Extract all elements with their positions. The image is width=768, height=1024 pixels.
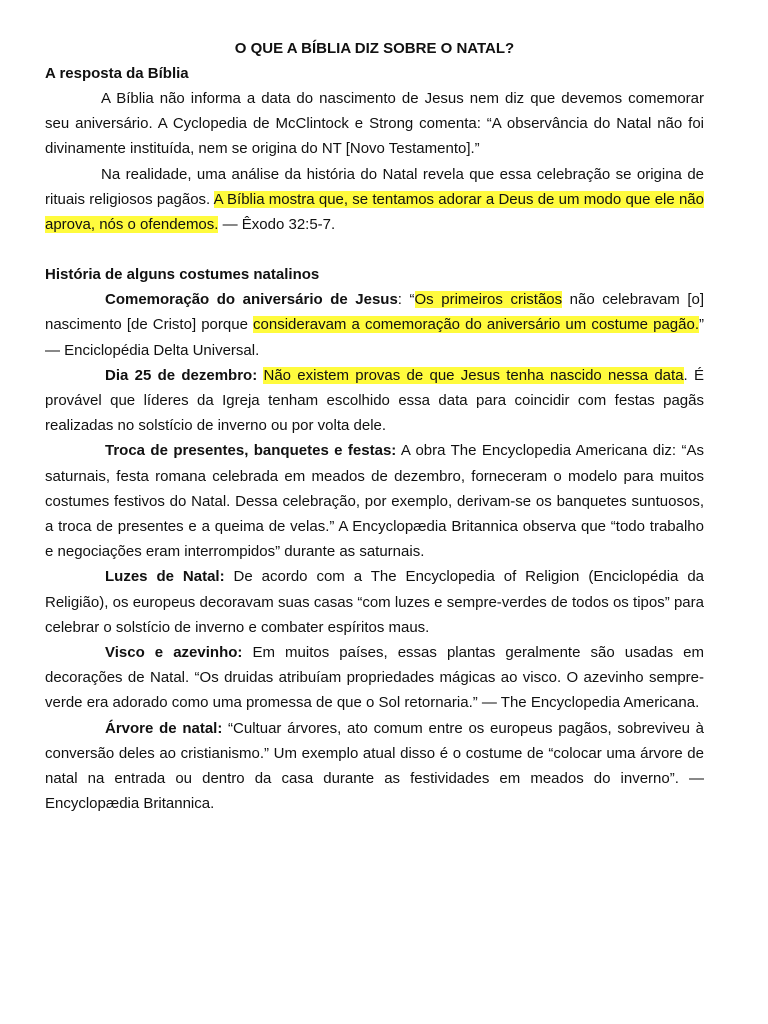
custom-mistletoe-holly — [45, 640, 704, 716]
custom-birthday — [45, 287, 704, 363]
paragraph-pagan-origin — [45, 162, 704, 238]
custom-mistletoe-holly-label: Visco e azevinho: — [105, 644, 243, 662]
page-title: O QUE A BÍBLIA DIZ SOBRE O NATAL? — [234, 40, 515, 57]
highlight-pagan-custom: consideravam a comemoração do aniversário um costume pagão. — [253, 316, 699, 334]
custom-gifts-feasts-label: Troca de presentes, banquetes e festas: — [105, 442, 397, 460]
custom-christmas-tree — [45, 716, 704, 817]
custom-mistletoe-holly-text: Em muitos países, essas plantas geralmente são usadas em decorações de Natal. “Os druidas atribuíam propriedades mágicas ao visco. O azevinho sempre-verde era adorado como uma promessa de que o Sol retornaria.” — The Encyclopedia Americana. — [45, 644, 704, 712]
custom-december-25-label: Dia 25 de dezembro: — [105, 366, 258, 384]
custom-december-25-text: . É provável que líderes da Igreja tenham escolhido essa data para coincidir com festas pagãs realizadas no solstício de inverno ou por volta dele. — [45, 366, 704, 435]
custom-lights-label: Luzes de Natal: — [105, 568, 225, 586]
custom-christmas-tree-text: “Cultuar árvores, ato comum entre os europeus pagãos, sobreviveu à conversão deles ao cristianismo.” Um exemplo atual disso é o costume de “colocar uma árvore de natal na entrada ou dentro da casa durante as festividades em meados do inverno”. — Encyclopædia Britannica. — [45, 719, 705, 813]
custom-gifts-feasts-text: A obra The Encyclopedia Americana diz: “As saturnais, festa romana celebrada em meados de dezembro, forneceram o modelo para muitos costumes festivos do Natal. Dessa celebração, por exemplo, derivam-se os banquetes suntuosos, a troca de presentes e a queima de velas.” A Encyclopædia Britannica observa que “todo trabalho e negociações eram interrompidos” durante as saturnais. — [45, 442, 704, 561]
section-heading-answer: A resposta da Bíblia — [45, 65, 189, 82]
spacer — [45, 237, 704, 262]
exodus-reference: — Êxodo 32:5-7. — [222, 216, 336, 234]
paragraph-pagan-origin-text: Na realidade, uma análise da história do Natal revela que essa celebração se origina de rituais religiosos pagãos. — [45, 165, 704, 208]
highlight-bible-offend: A Bíblia mostra que, se tentamos adorar a Deus de um modo que ele não aprova, nós o ofendemos. — [45, 190, 704, 234]
paragraph-intro-text: A Bíblia não informa a data do nascimento de Jesus nem diz que devemos comemorar seu aniversário. A Cyclopedia de McClintock e Strong comenta: “A observância do Natal não foi divinamente instituída, nem se origina do NT [Novo Testamento].” — [45, 90, 704, 158]
custom-lights — [45, 564, 704, 640]
highlight-first-christians: Os primeiros cristãos — [414, 291, 563, 309]
custom-christmas-tree-label: Árvore de natal: — [105, 719, 223, 737]
paragraph-intro — [45, 86, 704, 162]
custom-birthday-label: Comemoração do aniversário de Jesus — [105, 291, 398, 309]
custom-birthday-sep: : “ — [397, 291, 415, 309]
custom-birthday-text: não celebravam [o] nascimento [de Cristo] porque — [45, 291, 705, 334]
custom-gifts-feasts — [45, 438, 704, 564]
custom-birthday-source: ” — Enciclopédia Delta Universal. — [45, 316, 704, 359]
document-page — [45, 36, 704, 816]
custom-december-25 — [45, 363, 704, 439]
section-heading-customs: História de alguns costumes natalinos — [45, 266, 320, 284]
custom-lights-text: De acordo com a The Encyclopedia of Religion (Enciclopédia da Religião), os europeus decoravam suas casas “com luzes e sempre-verdes de todos os tipos” para celebrar o solstício de inverno e combater espíritos maus. — [45, 568, 705, 636]
highlight-no-proof: Não existem provas de que Jesus tenha nascido nessa data — [263, 366, 684, 384]
